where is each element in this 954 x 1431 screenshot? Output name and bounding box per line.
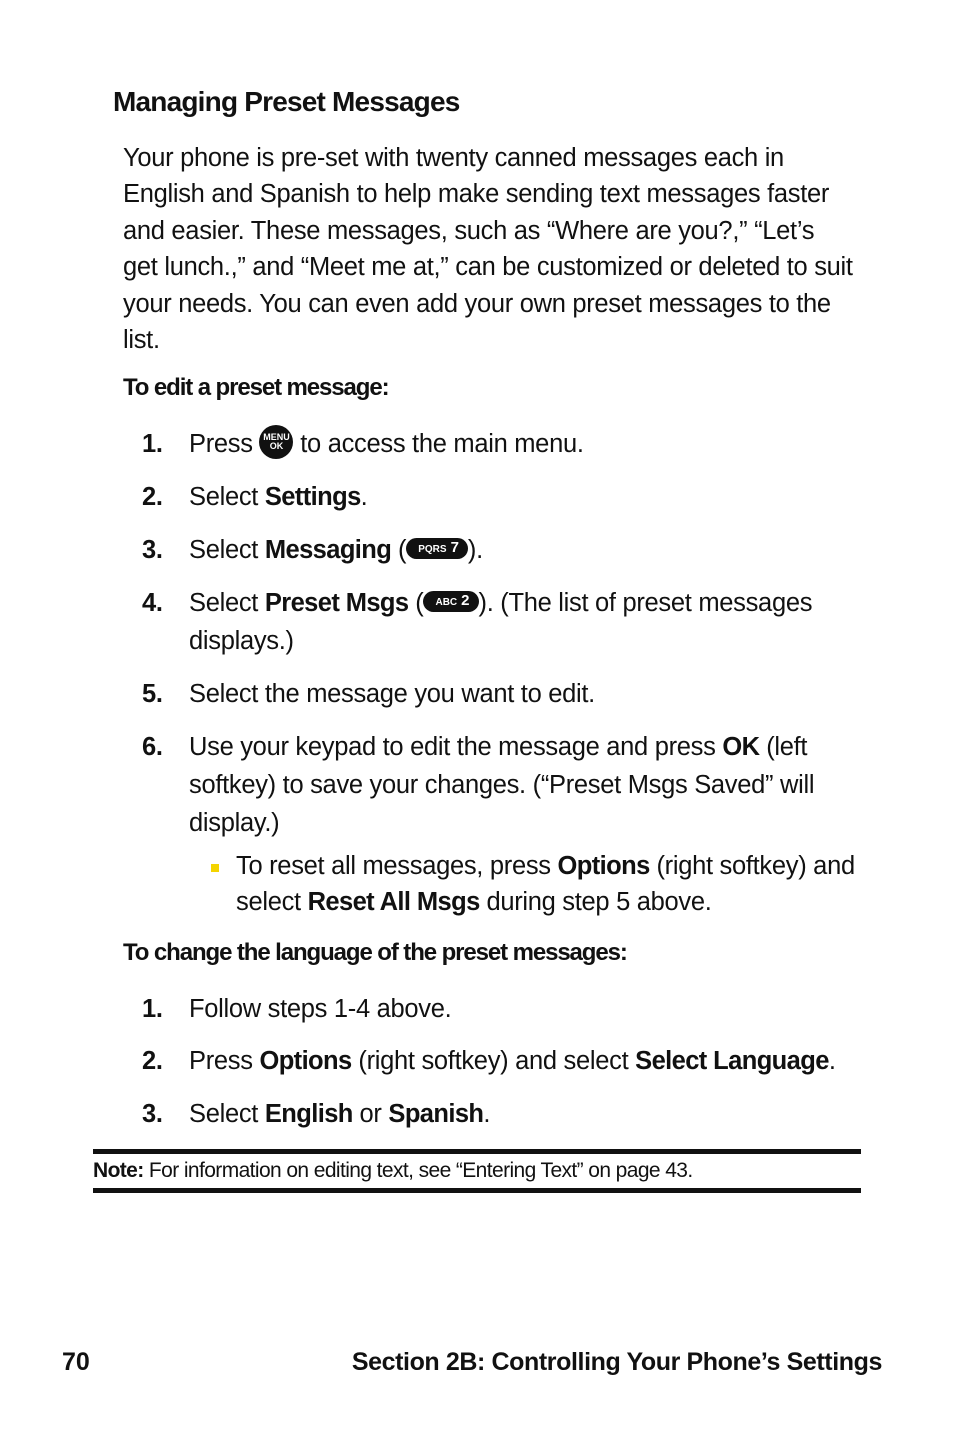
edit-section-title: To edit a preset message: [123,374,389,401]
note-box [93,1149,861,1193]
language-section-title: To change the language of the preset messages: [123,939,627,966]
page-number: 70 [62,1348,90,1376]
section-footer: Section 2B: Controlling Your Phone’s Settings [351,1348,882,1376]
page-heading: Managing Preset Messages [113,86,460,117]
note-label: Note: [93,1159,144,1182]
menu-ok-key-icon: MENU OK [259,425,293,459]
bullet-square-icon [211,864,219,872]
manual-page: Managing Preset Messages Your phone is pre-set with twenty canned messages each in English and Spanish to help make sending text messages faster and easier. These messages, such as “Where are you?,” “Let’s get lunch.,” and “Meet me at,” can be customized or deleted to suit your needs. You can even add your own preset messages to the list. To edit a preset message: 1. Press MENU OK to access the main menu. 2. Select Settings. 3. Select Messaging ( PQRS 7 ). 4. Select Preset Msgs ( ABC 2 ). (The list of preset messages displays.) 5. Select the message you want to edit. 6. Use your keypad to edit the message and press OK (left softkey) to save your changes. (“Preset Msgs Saved” will display.) To reset all messages, press Options (right softkey) and select Reset All Msgs during step 5 above. To change the language of the preset messages: 1. Follow steps 1-4 above. 2. Press Options (right softkey) and select Select Language. 3. Select English or Spanish. Note: For information on editing text, see “Entering Text” on page 43. 70 Section 2B: Controlling Your Phone’s Settings [62,86,882,1376]
note-text: For information on editing text, see “Entering Text” on page 43. [143,1159,693,1182]
abc2-key-icon: ABC 2 [423,591,478,612]
pqrs7-key-icon: PQRS 7 [406,538,468,559]
intro-paragraph: Your phone is pre-set with twenty canned messages each in English and Spanish to help make sending text messages faster and easier. These messages, such as “Where are you?,” “Let’s get lunch.,” and “Meet me at,” can be customized or deleted to suit your needs. You can even add your own preset messages to the list. [123,144,853,355]
